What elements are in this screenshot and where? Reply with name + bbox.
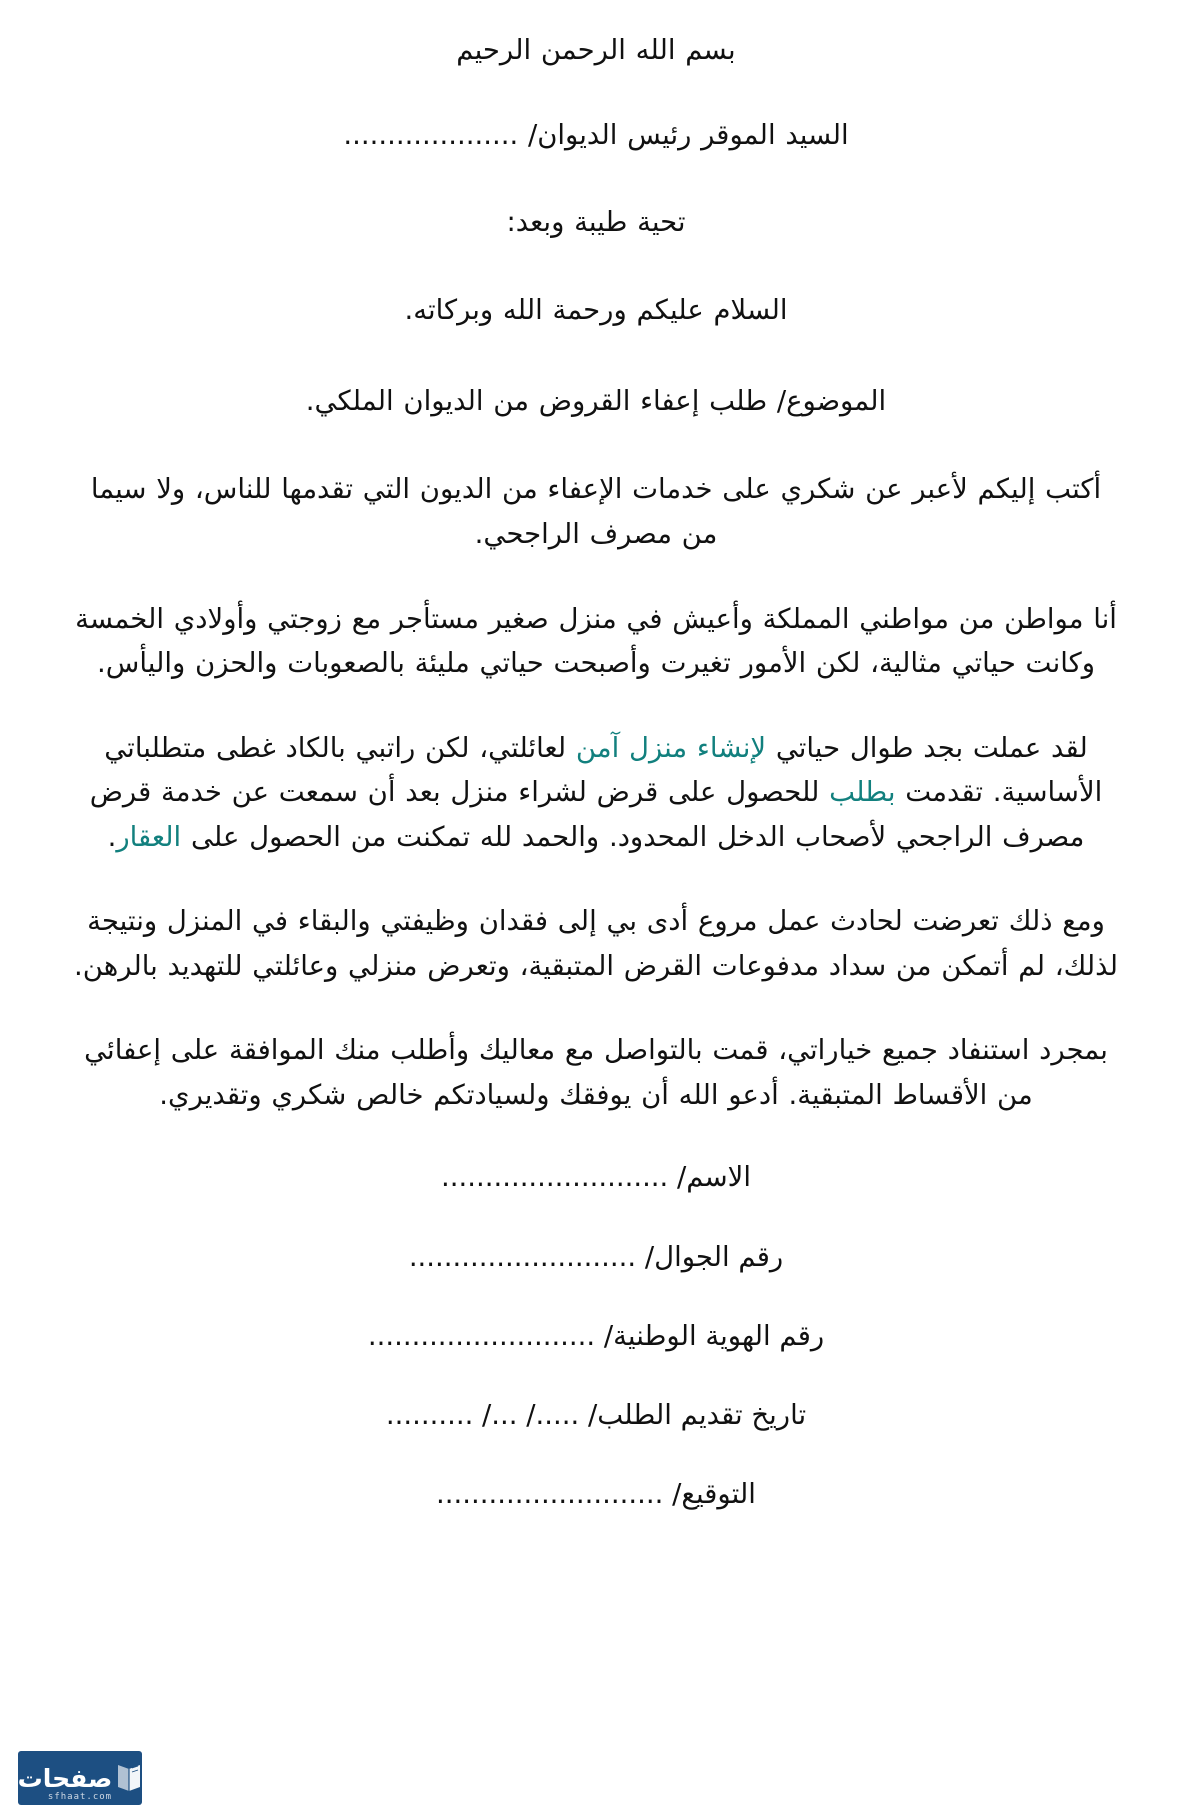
paragraph-thanks: أكتب إليكم لأعبر عن شكري على خدمات الإعفاء من الديون التي تقدمها للناس، ولا سيما من مصرف الراجحي. <box>90 473 1102 550</box>
watermark-content <box>18 1751 142 1805</box>
letter-body <box>28 30 1164 1516</box>
paragraph-request: بمجرد استنفاد جميع خياراتي، قمت بالتواصل مع معاليك وأطلب منك الموافقة على إعفائي من الأقساط المتبقية. أدعو الله أن يوفقك ولسيادتكم خالص شكري وتقديري. <box>84 1034 1108 1111</box>
peace-greeting-line: السلام عليكم ورحمة الله وبركاته. <box>404 294 788 327</box>
field-national-id: رقم الهوية الوطنية/ .......................... <box>367 1319 825 1352</box>
subject-line: الموضوع/ طلب إعفاء القروض من الديوان الملكي. <box>305 384 887 417</box>
paragraph-loan <box>28 726 1164 860</box>
salutation-line: السيد الموقر رئيس الديوان/ .................... <box>343 119 849 152</box>
signature-block <box>28 1157 1164 1515</box>
book-pages-icon <box>116 1763 142 1793</box>
basmala-line: بسم الله الرحمن الرحيم <box>456 34 736 66</box>
loan-text-part-4: . <box>107 820 117 853</box>
loan-text-part-2: لعائلتي، لكن راتبي بالكاد غطى متطلباتي الأساسية. تقدمت <box>104 731 1103 809</box>
watermark-url-text: sfhaat.com <box>47 1792 113 1802</box>
paragraph-accident: ومع ذلك تعرضت لحادث عمل مروع أدى بي إلى فقدان وظيفتي والبقاء في المنزل ونتيجة لذلك، لم أتمكن من سداد مدفوعات القرض المتبقية، وتعرض منزلي وعائلتي للتهديد بالرهن. <box>74 905 1118 982</box>
watermark-brand-text: صفحات <box>18 1763 113 1793</box>
paragraph-situation: أنا مواطن من مواطني المملكة وأعيش في منزل صغير مستأجر مع زوجتي وأولادي الخمسة وكانت حياتي مثالية، لكن الأمور تغيرت وأصبحت حياتي مليئة بالصعوبات والحزن واليأس. <box>75 602 1117 680</box>
greeting-line: تحية طيبة وبعد: <box>506 205 686 238</box>
loan-link-build-home[interactable]: لإنشاء منزل آمن <box>575 731 767 764</box>
site-watermark-logo <box>18 1751 142 1805</box>
loan-text-part-3: للحصول على قرض لشراء منزل بعد أن سمعت عن خدمة قرض مصرف الراجحي لأصحاب الدخل المحدود. والحمد لله تمكنت من الحصول على <box>89 776 1085 853</box>
loan-link-application[interactable]: بطلب <box>829 776 896 809</box>
loan-link-property[interactable]: العقار <box>116 820 182 853</box>
field-mobile-number: رقم الجوال/ .......................... <box>408 1240 784 1273</box>
field-request-date: تاريخ تقديم الطلب/ ...../ .../ .......... <box>385 1399 807 1432</box>
loan-text-part-1: لقد عملت بجد طوال حياتي <box>766 731 1088 764</box>
field-name: الاسم/ .......................... <box>441 1161 751 1194</box>
field-signature: التوقيع/ .......................... <box>436 1478 756 1511</box>
